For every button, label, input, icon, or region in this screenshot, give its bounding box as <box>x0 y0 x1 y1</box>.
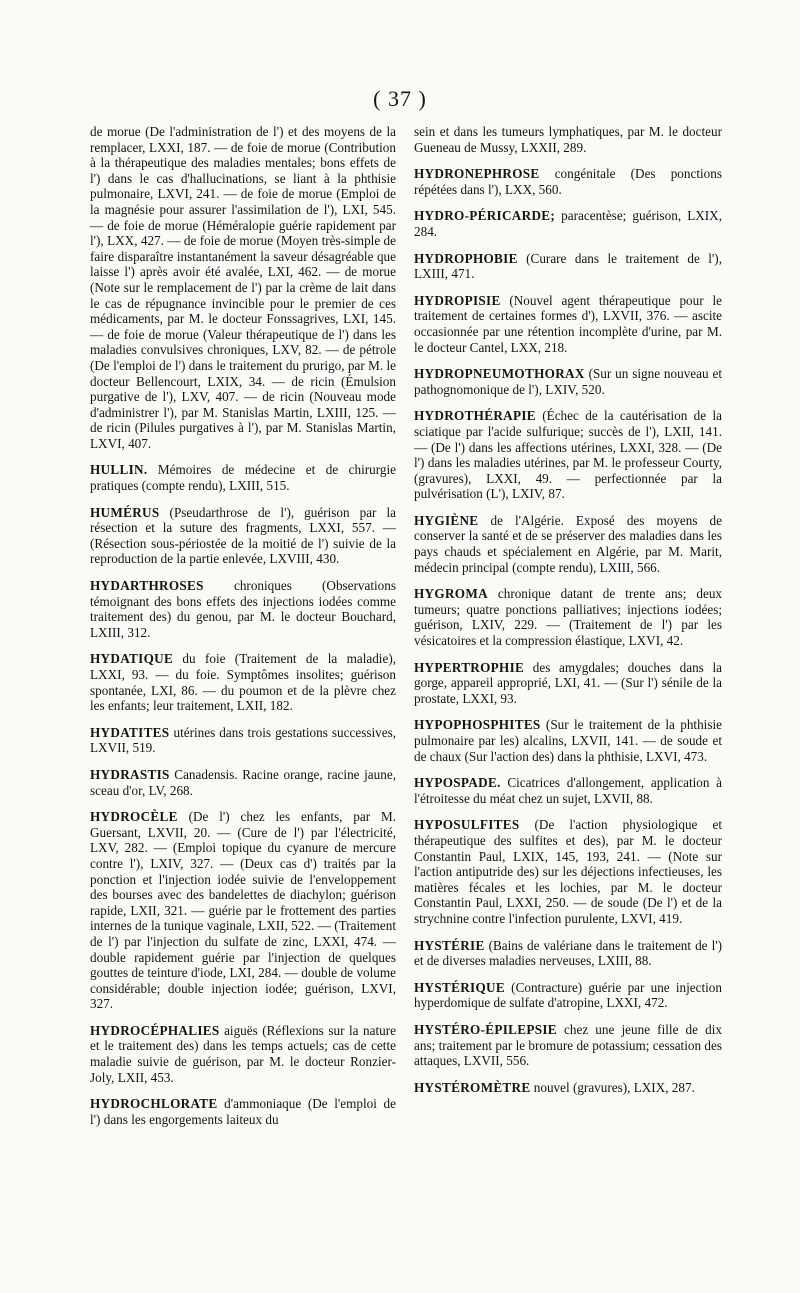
entry-text: utérines dans trois gestations successives, LXVII, 519. <box>90 724 396 756</box>
entry-heading: HYDROTHÉRAPIE <box>414 408 536 424</box>
entry-text: (Sur un signe nouveau et pathognomonique de l'), LXIV, 520. <box>414 366 723 397</box>
entry-heading: HYDROCÉPHALIES <box>90 1022 220 1038</box>
entry-heading: HYSTÉRIQUE <box>414 979 505 995</box>
entry-heading: HYGIÈNE <box>414 512 479 528</box>
entry-text: (Pseudarthrose de l'), guérison par la résection et la suture des fragments, LXXI, 557. — (Résection sous-périostée de la moitié de l') suivie de la reproduction de la partie enlevée, LXVIII, 430. <box>90 504 396 567</box>
entry-text: du foie (Traitement de la maladie), LXXI, 93. — du foie. Symptômes insolites; guérison spontanée, LXI, 86. — du poumon et de la plèvre chez les enfants; leur traitement, LXII, 182. <box>90 651 397 714</box>
entry-text: Mémoires de médecine et de chirurgie pratiques (compte rendu), LXIII, 515. <box>90 462 397 494</box>
entry-text: congénitale (Des ponctions répétées dans l'), LXX, 560. <box>414 166 722 197</box>
entry-heading: HYDRONEPHROSE <box>414 166 540 182</box>
entry-text: Cicatrices d'allongement, application à l'étroitesse du méat chez un sujet, LXVII, 88. <box>414 775 723 806</box>
entry-text: Canadensis. Racine orange, racine jaune, sceau d'or, LV, 268. <box>90 766 396 798</box>
index-entry: sein et dans les tumeurs lymphatiques, par M. le docteur Gueneau de Mussy, LXXII, 289. <box>414 124 722 155</box>
entry-heading: HUMÉRUS <box>90 504 160 520</box>
index-entry <box>414 1080 722 1096</box>
entry-text: chroniques (Observations témoignant des bons effets des injections iodées comme traitement des) du genou, par M. le docteur Bouchard, LXIII, 312. <box>90 578 397 640</box>
entry-text: (De l'action physiologique et thérapeutique des sulfites et des), par M. le docteur Constantin Paul, LXIX, 145, 193, 241. — (Note sur l'action antiputride des) sur les déjections infectieuses, les matières fécales et les lochies, par M. le docteur Constantin Paul, LXXI, 250. — de soude (De l') et de la strychnine contre l'infection purulente, LXVI, 419. <box>414 817 722 926</box>
left-column <box>90 124 396 1138</box>
entry-heading: HYDARTHROSES <box>90 578 204 594</box>
entry-heading: HYSTÉRIE <box>414 937 485 953</box>
entry-heading: HYDROPISIE <box>414 292 501 308</box>
entry-text: (Sur le traitement de la phthisie pulmonaire par les) alcalins, LXVII, 141. — de soude et de chaux (Sur l'action des) dans la phthisie, LXVI, 473. <box>414 717 722 764</box>
entry-text: paracentèse; guérison, LXIX, 284. <box>414 208 723 239</box>
entry-text: de l'Algérie. Exposé des moyens de conserver la santé et de se préserver des maladies dans les pays chauds et spécialement en Algérie, par M. Marit, médecin principal (compte rendu), LXIII, 566. <box>414 512 723 575</box>
entry-text: (Bains de valériane dans le traitement de l') et de diverses maladies nerveuses, LXIII, 88. <box>414 937 722 969</box>
entry-text: chez une jeune fille de dix ans; traitement par le bromure de potassium; cessation des attaques, LXVII, 556. <box>414 1021 722 1069</box>
index-entry: de morue (De l'administration de l') et des moyens de la remplacer, LXXI, 187. — de foie de morue (Contribution à la thérapeutique des maladies mentales; bons effets de l') dans le cas d'hallucinations, se liant à la phthisie pulmonaire, LXVI, 241. — de foie de morue (Emploi de la magnésie pour assurer l'assimilation de l'), LXI, 545. — de foie de morue (Héméralopie guérie rapidement par l'), LXX, 427. — de foie de morue (Moyen très-simple de faire disparaître instantanément la saveur désagréable que laisse l') après avoir été avalée, LXI, 462. — de morue (Note sur le remplacement de l') par la crème de lait dans le cas de répugnance invincible pour le premier de ces médicaments, par M. le docteur Fonssagrives, LXI, 145. — de foie de morue (Valeur thérapeutique de l') dans les maladies convulsives chroniques, LXV, 82. — de pétrole (De l'emploi de l') dans le traitement du prurigo, par M. le docteur Bellencourt, LXIX, 34. — de ricin (Émulsion purgative de l'), LXV, 407. — de ricin (Nouveau mode d'administrer l'), par M. Stanislas Martin, LXIII, 125. — de ricin (Pilules purgatives à l'), par M. Stanislas Martin, LXVI, 407. <box>90 124 396 451</box>
index-entry <box>90 1096 396 1127</box>
entry-text: (Contracture) guérie par une injection hyperdomique de sulfate d'atropine, LXXI, 472. <box>414 979 722 1011</box>
entry-text: (De l') chez les enfants, par M. Guersant, LXVII, 20. — (Cure de l') par l'électricité, LXV, 282. — (Emploi topique du cyanure de mercure contre l'), LXIV, 327. — (Deux cas d') traités par la ponction et l'injection iodée suivie de l'enveloppement des bourses avec des bandelettes de diachylon; guérison rapide, LXII, 321. — guérie par le frottement des parties internes de la tunique vaginale, LXII, 522. — (Traitement de l') par l'injection du sulfate de zinc, LXXI, 474. — double rapidement guérie par l'injection de quelques gouttes de teinture d'iode, LXI, 284. — double de volume considérable; double injection iodée; guérison, LXVI, 327. <box>90 809 397 1012</box>
index-entry <box>414 980 722 1011</box>
entry-heading: HYSTÉROMÈTRE <box>414 1079 531 1095</box>
entry-heading: HYSTÉRO-ÉPILEPSIE <box>414 1021 557 1037</box>
entry-heading: HYPOPHOSPHITES <box>414 717 541 733</box>
entry-heading: HYGROMA <box>414 586 488 602</box>
index-entry <box>90 809 396 1012</box>
index-entry <box>90 1023 396 1085</box>
index-entry <box>414 251 722 282</box>
entry-heading: HYDROCHLORATE <box>90 1096 218 1112</box>
index-entry <box>90 767 396 798</box>
index-entry <box>414 586 722 648</box>
index-entry <box>414 775 722 806</box>
right-column <box>414 124 722 1106</box>
page-number: ( 37 ) <box>373 86 427 111</box>
entry-heading: HYDRO-PÉRICARDE; <box>414 208 556 224</box>
entry-text: d'ammoniaque (De l'emploi de l') dans les engorgements laiteux du <box>90 1096 397 1127</box>
entry-heading: HYPERTROPHIE <box>414 659 525 675</box>
index-entry <box>90 725 396 756</box>
entry-text: aiguës (Réflexions sur la nature et le traitement des) dans les temps actuels; cas de cette maladie suivie de guérison, par M. le docteur Ronzier-Joly, LXII, 453. <box>90 1022 397 1085</box>
index-entry <box>414 717 722 764</box>
index-entry <box>90 578 396 640</box>
index-entry <box>90 505 396 567</box>
entry-heading: HYDATIQUE <box>90 651 174 667</box>
index-entry <box>90 462 396 493</box>
entry-text: nouvel (gravures), LXIX, 287. <box>533 1079 695 1095</box>
index-entry <box>414 166 722 197</box>
index-entry <box>414 938 722 969</box>
index-entry <box>414 660 722 707</box>
entry-heading: HYPOSPADE. <box>414 775 501 791</box>
entry-text: chronique datant de trente ans; deux tumeurs; quatre ponctions palliatives; injections iodées; guérison, LXIV, 229. — (Traitement de l') par les vésicatoires et la compression élastique, LXVI, 42. <box>414 586 723 649</box>
entry-text: (Curare dans le traitement de l'), LXIII, 471. <box>414 250 722 282</box>
entry-heading: HULLIN. <box>90 462 148 478</box>
entry-heading: HYDROCÈLE <box>90 809 178 825</box>
entry-heading: HYDROPHOBIE <box>414 250 518 266</box>
entry-heading: HYPOSULFITES <box>414 817 520 833</box>
entry-heading: HYDROPNEUMOTHORAX <box>414 366 585 382</box>
entry-heading: HYDRASTIS <box>90 766 170 782</box>
entry-text: des amygdales; douches dans la gorge, appareil approprié, LXI, 41. — (Sur l') sénile de la prostate, LXXI, 93. <box>414 659 723 706</box>
index-entry <box>414 208 722 239</box>
index-entry <box>414 293 722 355</box>
entry-text: (Échec de la cautérisation de la sciatique par l'acide sulfurique; succès de l'), LXII, 141. — (De l') dans les affections utérines, LXXI, 328. — (De l') dans les maladies utérines, par M. le professeur Courty, (gravures), LXXI, 49. — perfectionnée par la pulvérisation (L'), LXIV, 87. <box>414 408 723 502</box>
index-entry <box>90 651 396 713</box>
index-entry <box>414 513 722 575</box>
index-entry <box>414 408 722 502</box>
index-entry <box>414 1022 722 1069</box>
index-entry <box>414 366 722 397</box>
index-entry <box>414 817 722 926</box>
entry-text: (Nouvel agent thérapeutique pour le traitement de certaines formes d'), LXVII, 376. — ascite occasionnée par une rétention incomplète d'urine, par M. le docteur Cantel, LXX, 218. <box>414 292 722 355</box>
entry-heading: HYDATITES <box>90 724 170 740</box>
